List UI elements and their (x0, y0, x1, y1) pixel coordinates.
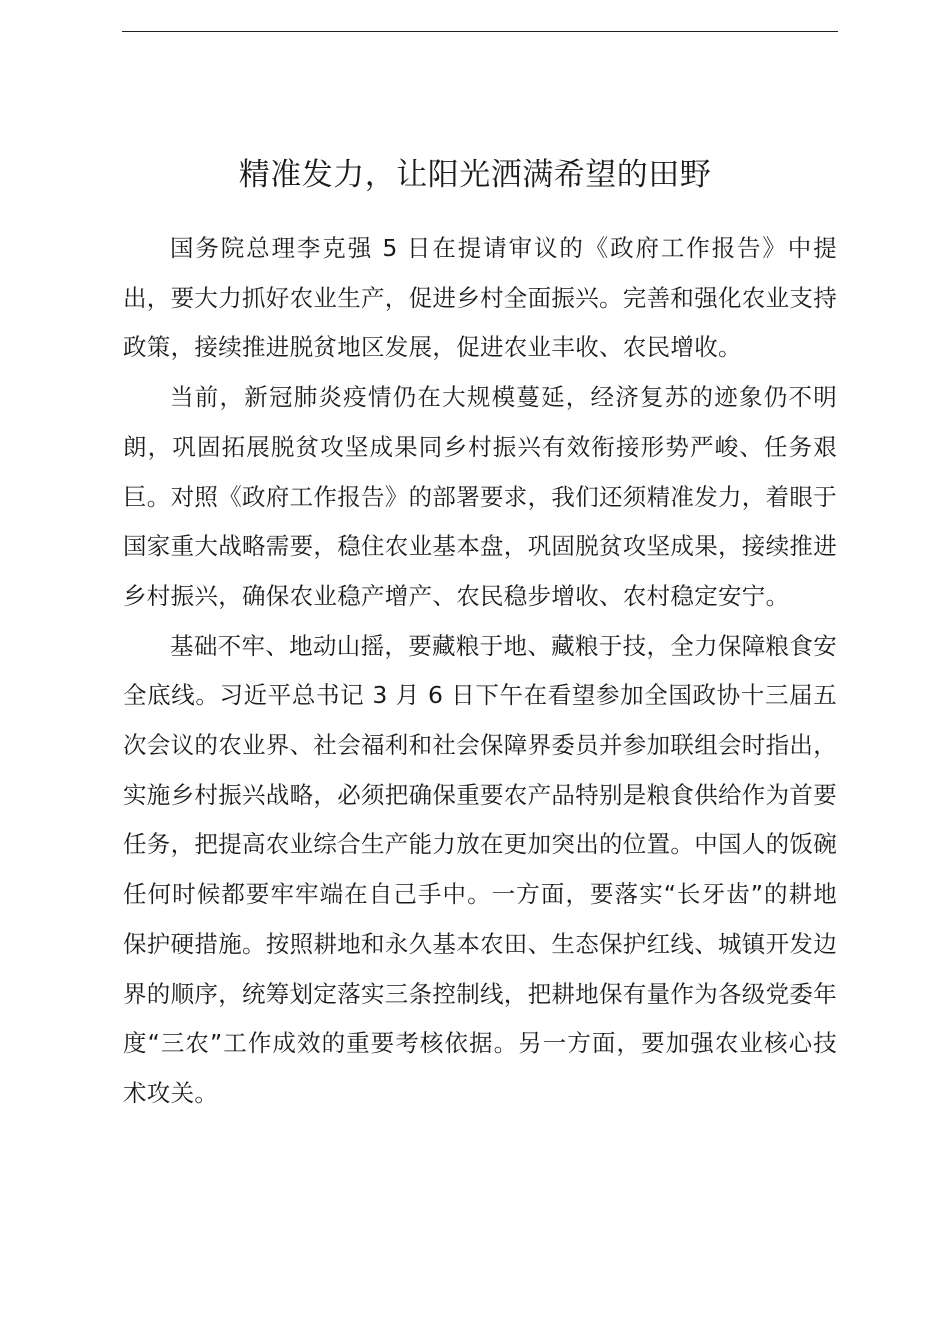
document-title: 精准发力，让阳光洒满希望的田野 (238, 157, 712, 193)
paragraph-3: 基础不牢、地动山摇，要藏粮于地、藏粮于技，全力保障粮食安全底线。习近平总书记 3 月 6 日下午在看望参加全国政协十三届五次会议的农业界、社会福利和社会保障界委员并参加联组会时指出，实施乡村振兴战略，必须把确保重要农产品特别是粮食供给作为首要任务，把提高农业综合生产能力放在更加突出的位置。中国人的饭碗任何时候都要牢牢端在自己手中。一方面，要落实“长牙齿”的耕地保护硬措施。按照耕地和永久基本农田、生态保护红线、城镇开发边界的顺序，统筹划定落实三条控制线，把耕地保有量作为各级党委年度“三农”工作成效的重要考核依据。另一方面，要加强农业核心技术攻关。 (123, 631, 837, 1107)
document-body (123, 224, 837, 1119)
paragraph-1: 国务院总理李克强 5 日在提请审议的《政府工作报告》中提出，要大力抓好农业生产，促进乡村全面振兴。完善和强化农业支持政策，接续推进脱贫地区发展，促进农业丰收、农民增收。 (123, 234, 837, 362)
header-rule (122, 31, 838, 32)
paragraph-2: 当前，新冠肺炎疫情仍在大规模蔓延，经济复苏的迹象仍不明朗，巩固拓展脱贫攻坚成果同乡村振兴有效衔接形势严峻、任务艰巨。对照《政府工作报告》的部署要求，我们还须精准发力，着眼于国家重大战略需要，稳住农业基本盘，巩固脱贫攻坚成果，接续推进乡村振兴，确保农业稳产增产、农民稳步增收、农村稳定安宁。 (123, 383, 837, 610)
